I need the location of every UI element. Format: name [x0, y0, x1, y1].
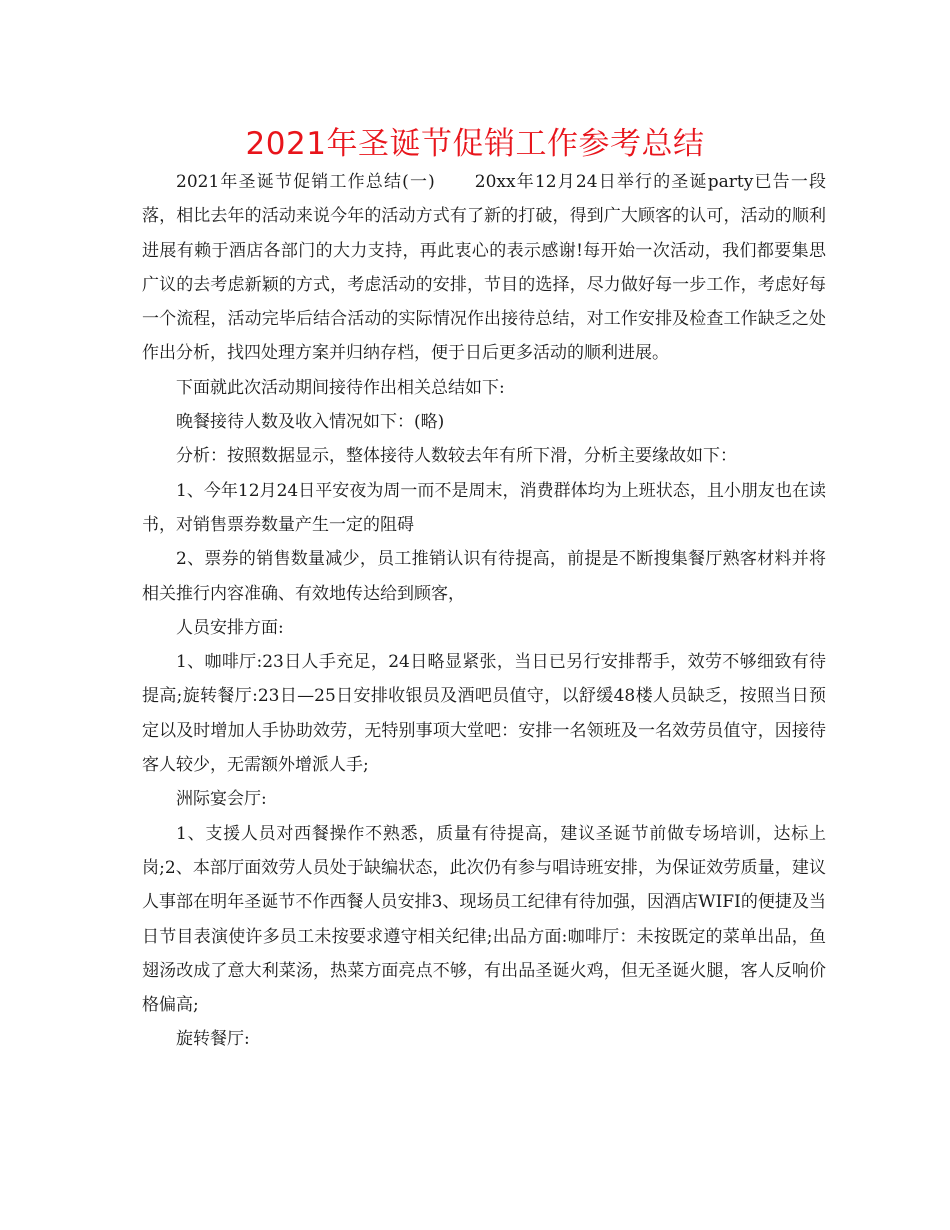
paragraph: 1、咖啡厅:23日人手充足，24日略显紧张，当日已另行安排帮手，效劳不够细致有待提高;旋转餐厅:23日—25日安排收银员及酒吧员值守，以舒缓48楼人员缺乏，按照当日预定以及时增加人手协助效劳，无特别事项大堂吧：安排一名领班及一名效劳员值守，因接待客人较少，无需额外增派人手; [142, 652, 826, 776]
paragraph: 分析：按照数据显示，整体接待人数较去年有所下滑，分析主要缘故如下： [176, 446, 737, 467]
section-heading: 旋转餐厅: [176, 1029, 250, 1050]
paragraph-intro-lead: 2021年圣诞节促销工作总结(一) [176, 172, 435, 192]
document-title: 2021年圣诞节促销工作参考总结 [245, 126, 705, 162]
paragraph: 晚餐接待人数及收入情况如下：(略) [176, 412, 445, 433]
paragraph-intro [142, 165, 826, 371]
paragraph-intro-text: 20xx年12月24日举行的圣诞party已告一段落，相比去年的活动来说今年的活动方式有了新的打破，得到广大顾客的认可，活动的顺利进展有赖于酒店各部门的大力支持，再此衷心的表示感谢!每开始一次活动，我们都要集思广议的去考虑新颖的方式，考虑活动的安排，节目的选择，尽力做好每一步工作，考虑好每一个流程，活动完毕后结合活动的实际情况作出接待总结，对工作安排及检查工作缺乏之处作出分析，找四处理方案并归纳存档，便于日后更多活动的顺利进展。 [142, 172, 826, 364]
paragraph: 1、今年12月24日平安夜为周一而不是周末，消费群体均为上班状态，且小朋友也在读书，对销售票券数量产生一定的阻碍 [142, 480, 826, 535]
document-body [142, 165, 826, 1057]
paragraph: 1、支援人员对西餐操作不熟悉，质量有待提高，建议圣诞节前做专场培训，达标上岗;2、本部厅面效劳人员处于缺编状态，此次仍有参与唱诗班安排，为保证效劳质量，建议人事部在明年圣诞节不作西餐人员安排3、现场员工纪律有待加强，因酒店WIFI的便捷及当日节目表演使许多员工未按要求遵守相关纪律;出品方面:咖啡厅：未按既定的菜单出品，鱼翅汤改成了意大利菜汤，热菜方面亮点不够，有出品圣诞火鸡，但无圣诞火腿，客人反响价格偏高; [142, 823, 826, 1016]
section-heading: 人员安排方面: [176, 617, 284, 638]
paragraph: 2、票券的销售数量减少，员工推销认识有待提高，前提是不断搜集餐厅熟客材料并将相关推行内容准确、有效地传达给到顾客， [142, 549, 826, 604]
section-heading: 洲际宴会厅: [176, 789, 267, 810]
paragraph: 下面就此次活动期间接待作出相关总结如下: [176, 377, 505, 398]
